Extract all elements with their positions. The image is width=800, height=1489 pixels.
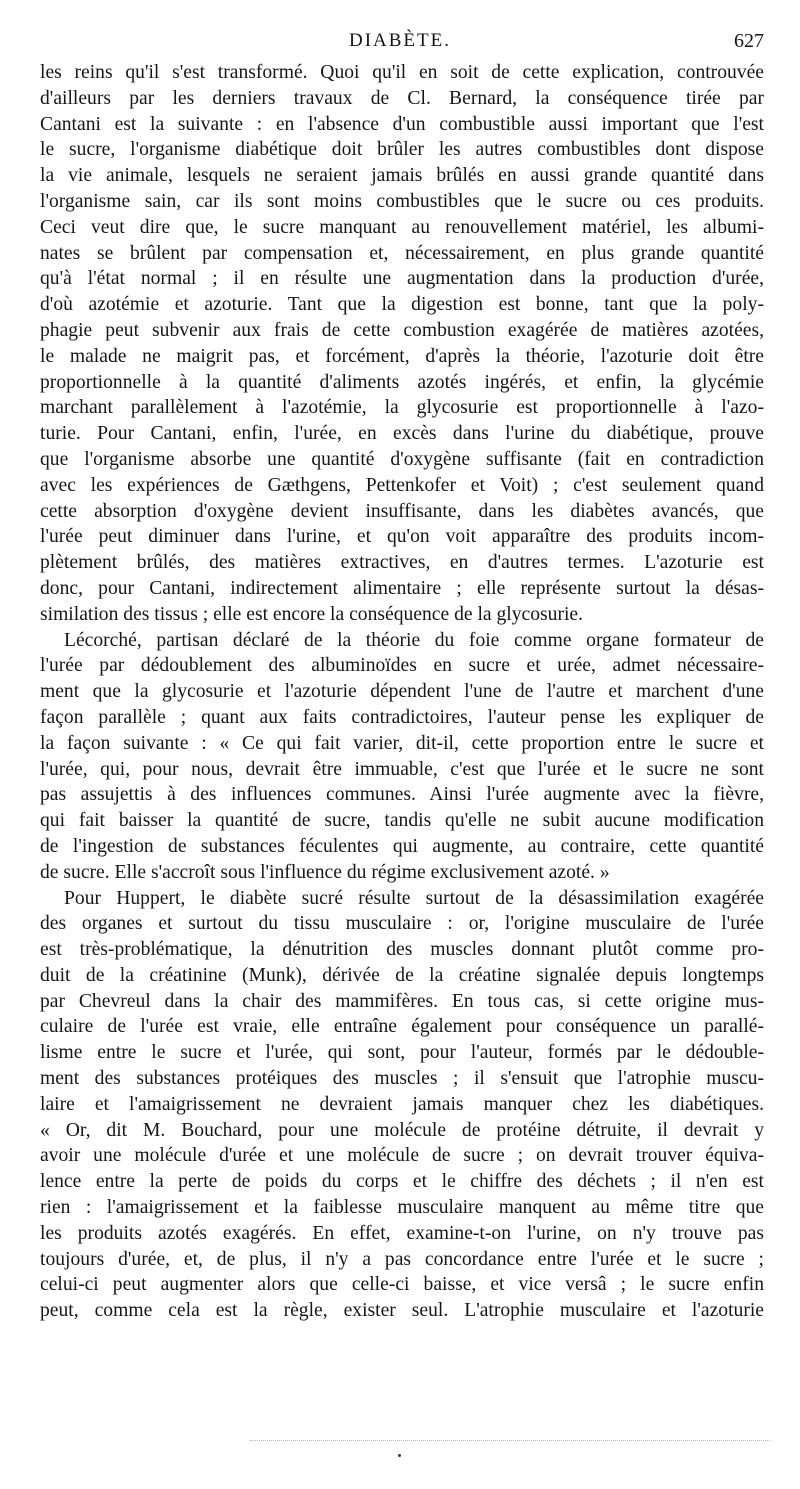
text-line: similation des tissus ; elle est encore la conséquence de la glycosurie. xyxy=(40,603,584,625)
text-line: avec les expériences de Gæthgens, Pettenkofer et Voit) ; c'est seulement quand xyxy=(40,474,764,496)
text-line: cette absorption d'oxygène devient insuffisante, dans les diabètes avancés, que xyxy=(40,500,764,522)
text-line: des organes et surtout du tissu musculaire : or, l'origine musculaire de l'urée xyxy=(40,913,764,935)
text-line: pas assujettis à des influences communes. Ainsi l'urée augmente avec la fièvre, xyxy=(40,784,764,806)
text-line: la façon suivante : « Ce qui fait varier, dit-il, cette proportion entre le sucre et xyxy=(40,732,764,754)
text-line: l'urée par dédoublement des albuminoïdes en sucre et urée, admet nécessaire- xyxy=(40,655,764,677)
text-line: l'urée, qui, pour nous, devrait être immuable, c'est que l'urée et le sucre ne sont xyxy=(40,758,764,780)
text-line: rien : l'amaigrissement et la faiblesse musculaire manquent au même titre que xyxy=(40,1197,764,1219)
text-line: proportionnelle à la quantité d'aliments azotés ingérés, et enfin, la glycémie xyxy=(40,371,764,393)
text-line: qui fait baisser la quantité de sucre, tandis qu'elle ne subit aucune modification xyxy=(40,810,764,832)
text-line: le sucre, l'organisme diabétique doit brûler les autres combustibles dont dispose xyxy=(40,139,764,161)
text-line: culaire de l'urée est vraie, elle entraîne également pour conséquence un parallé- xyxy=(40,1016,764,1038)
text-line: marchant parallèlement à l'azotémie, la glycosurie est proportionnelle à l'azo- xyxy=(40,397,764,419)
text-line: toujours d'urée, et, de plus, il n'y a pas concordance entre l'urée et le sucre ; xyxy=(40,1248,764,1270)
text-line: la vie animale, lesquels ne seraient jamais brûlés en aussi grande quantité dans xyxy=(40,165,764,187)
text-line: les reins qu'il s'est transformé. Quoi qu'il en soit de cette explication, controuvée xyxy=(40,62,764,83)
text-line: turie. Pour Cantani, enfin, l'urée, en excès dans l'urine du diabétique, prouve xyxy=(40,423,764,445)
text-line: duit de la créatinine (Munk), dérivée de la créatine signalée depuis longtemps xyxy=(40,964,764,986)
text-line: avoir une molécule d'urée et une molécule de sucre ; on devrait trouver équiva- xyxy=(40,1145,764,1167)
text-line: que l'organisme absorbe une quantité d'oxygène suffisante (fait en contradiction xyxy=(40,448,764,470)
text-line: est très-problématique, la dénutrition des muscles donnant plutôt comme pro- xyxy=(40,939,764,961)
text-line: donc, pour Cantani, indirectement alimentaire ; elle représente surtout la désas- xyxy=(40,577,764,599)
text-line: ment que la glycosurie et l'azoturie dépendent l'une de l'autre et marchent d'une xyxy=(40,681,764,703)
running-title: DIABÈTE. xyxy=(348,30,451,51)
text-line: ment des substances protéiques des muscles ; il s'ensuit que l'atrophie muscu- xyxy=(40,1068,764,1090)
text-line: les produits azotés exagérés. En effet, examine-t-on l'urine, on n'y trouve pas xyxy=(40,1222,764,1244)
text-line: celui-ci peut augmenter alors que celle-ci baisse, et vice versâ ; le sucre enfin xyxy=(40,1274,764,1296)
text-line: Ceci veut dire que, le sucre manquant au renouvellement matériel, les albumi- xyxy=(40,216,764,238)
text-line: Cantani est la suivante : en l'absence d'un combustible aussi important que l'est xyxy=(40,113,764,135)
page-number: 627 xyxy=(734,30,764,52)
text-line: qu'à l'état normal ; il en résulte une augmentation dans la production d'urée, xyxy=(40,268,764,290)
text-line: plètement brûlés, des matières extractives, en d'autres termes. L'azoturie est xyxy=(40,552,764,574)
text-line: façon parallèle ; quant aux faits contradictoires, l'auteur pense les expliquer de xyxy=(40,706,764,728)
text-line: Lécorché, partisan déclaré de la théorie du foie comme organe formateur de xyxy=(64,629,764,651)
text-line: l'organisme sain, car ils sont moins combustibles que le sucre ou ces produits. xyxy=(40,190,764,212)
text-line: le malade ne maigrit pas, et forcément, d'après la théorie, l'azoturie doit être xyxy=(40,345,764,367)
text-line: par Chevreul dans la chair des mammifères. En tous cas, si cette origine mus- xyxy=(40,990,764,1012)
text-line: peut, comme cela est la règle, exister seul. L'atrophie musculaire et l'azoturie xyxy=(40,1300,764,1322)
text-line: phagie peut subvenir aux frais de cette combustion exagérée de matières azotées, xyxy=(40,319,764,341)
text-line: l'urée peut diminuer dans l'urine, et qu'on voit apparaître des produits incom- xyxy=(40,526,764,548)
text-line: nates se brûlent par compensation et, nécessairement, en plus grande quantité xyxy=(40,242,764,264)
text-line: Pour Huppert, le diabète sucré résulte surtout de la désassimilation exagérée xyxy=(64,887,764,909)
ink-speck xyxy=(398,1454,401,1457)
text-line: de l'ingestion de substances féculentes qui augmente, au contraire, cette quantité xyxy=(40,835,764,857)
text-line: d'ailleurs par les derniers travaux de Cl. Bernard, la conséquence tirée par xyxy=(40,87,764,109)
text-line: « Or, dit M. Bouchard, pour une molécule de protéine détruite, il devrait y xyxy=(40,1119,764,1141)
text-line: lisme entre le sucre et l'urée, qui sont, pour l'auteur, formés par le dédouble- xyxy=(40,1042,764,1064)
print-bleed-marks xyxy=(250,1440,770,1443)
text-line: laire et l'amaigrissement ne devraient jamais manquer chez les diabétiques. xyxy=(40,1093,764,1115)
body-text xyxy=(40,60,764,1324)
page-header xyxy=(0,26,800,56)
text-line: de sucre. Elle s'accroît sous l'influence du régime exclusivement azoté. » xyxy=(40,861,610,883)
text-line: d'où azotémie et azoturie. Tant que la digestion est bonne, tant que la poly- xyxy=(40,294,764,316)
text-line: lence entre la perte de poids du corps et le chiffre des déchets ; il n'en est xyxy=(40,1171,764,1193)
